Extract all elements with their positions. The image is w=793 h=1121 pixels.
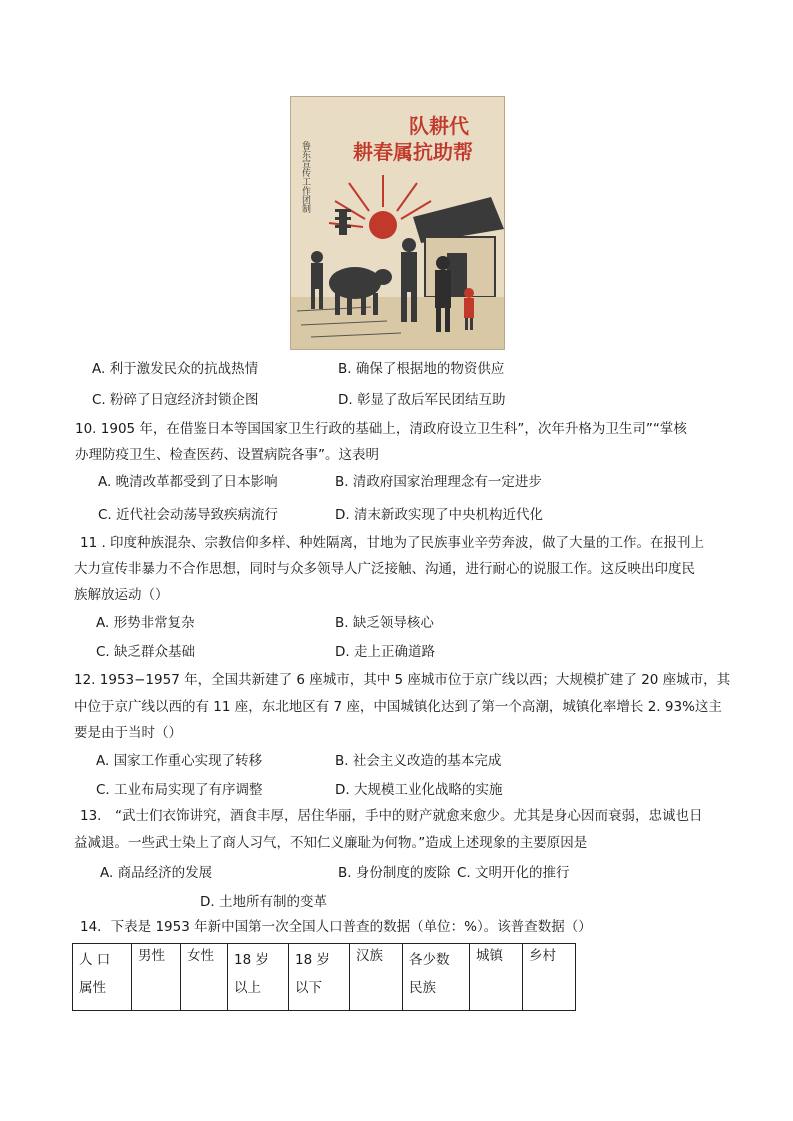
q13-option-b: B. 身份制度的废除 xyxy=(338,865,451,881)
table-header-cell xyxy=(350,944,403,1011)
q12-stem-line1: 12. 1953−1957 年，全国共新建了 6 座城市，其中 5 座城市位于京广线以西；大规模扩建了 20 座城市，其 xyxy=(74,672,731,688)
cell-line: 各少数 xyxy=(409,952,450,968)
cell-line: 属性 xyxy=(79,980,106,996)
q13-option-c: C. 文明开化的推行 xyxy=(457,865,570,881)
table-header-cell xyxy=(523,944,576,1011)
q11-stem-line3: 族解放运动（） xyxy=(74,587,169,603)
q12-stem-line3: 要是由于当时（） xyxy=(74,725,182,741)
q10-option-a: A. 晚清改革都受到了日本影响 xyxy=(98,474,278,490)
q11-option-c: C. 缺乏群众基础 xyxy=(96,644,196,660)
table-header-cell xyxy=(132,944,181,1011)
cell-line: 城镇 xyxy=(476,948,503,964)
cell-line: 以下 xyxy=(295,980,322,996)
woodcut-poster-image xyxy=(290,96,505,350)
q14-stem: 14．下表是 1953 年新中国第一次全国人口普查的数据（单位：%）。该普查数据（） xyxy=(80,919,592,935)
q11-option-a: A. 形势非常复杂 xyxy=(96,615,195,631)
cell-line: 汉族 xyxy=(356,948,383,964)
table-row xyxy=(73,944,576,1011)
q11-option-d: D. 走上正确道路 xyxy=(335,644,435,660)
q12-option-b: B. 社会主义改造的基本完成 xyxy=(335,753,502,769)
q12-option-a: A. 国家工作重心实现了转移 xyxy=(96,753,263,769)
cell-line: 乡村 xyxy=(529,948,556,964)
poster-side-text: 鲁东宣传工作团制 xyxy=(300,141,310,213)
table-header-cell xyxy=(470,944,523,1011)
table-header-cell xyxy=(289,944,350,1011)
table-header-cell xyxy=(228,944,289,1011)
q9-option-c: C. 粉碎了日寇经济封锁企图 xyxy=(92,392,259,408)
q12-option-d: D. 大规模工业化战略的实施 xyxy=(335,782,503,798)
poster-title-line2: 耕春属抗助帮 xyxy=(353,140,473,164)
cell-line: 民族 xyxy=(409,980,436,996)
q13-stem-line2: 益减退。一些武士染上了商人习气，不知仁义廉耻为何物。”造成上述现象的主要原因是 xyxy=(74,835,588,851)
q9-option-d: D. 彰显了敌后军民团结互助 xyxy=(338,392,506,408)
q13-option-d: D. 土地所有制的变革 xyxy=(200,894,327,910)
cell-line: 以上 xyxy=(234,980,261,996)
q12-stem-line2: 中位于京广线以西的有 11 座，东北地区有 7 座，中国城镇化达到了第一个高潮，城镇化率增长 2. 93%这主 xyxy=(74,699,722,715)
q10-option-d: D. 清末新政实现了中央机构近代化 xyxy=(335,507,543,523)
q12-option-c: C. 工业布局实现了有序调整 xyxy=(96,782,263,798)
q9-option-b: B. 确保了根据地的物资供应 xyxy=(338,361,505,377)
table-header-cell xyxy=(73,944,132,1011)
q13-option-a: A. 商品经济的发展 xyxy=(100,865,213,881)
q13-stem-line1: 13． “武士们衣饰讲究，酒食丰厚，居住华丽，手中的财产就愈来愈少。尤其是身心因而衰弱，忠诚也日 xyxy=(80,808,703,824)
q9-option-a: A. 利于激发民众的抗战热情 xyxy=(92,361,259,377)
q11-stem-line1: 11 . 印度种族混杂、宗教信仰多样、种姓隔离，甘地为了民族事业辛劳奔波，做了大量的工作。在报刊上 xyxy=(80,535,705,551)
q10-stem-line1: 10. 1905 年，在借鉴日本等国国家卫生行政的基础上，清政府设立卫生科”，次年升格为卫生司”“掌核 xyxy=(75,421,687,437)
census-table xyxy=(72,943,576,1011)
q10-stem-line2: 办理防疫卫生、检查医药、设置病院各事”。这表明 xyxy=(75,447,379,463)
q10-option-c: C. 近代社会动荡导致疾病流行 xyxy=(98,507,279,523)
cell-line: 男性 xyxy=(138,948,165,964)
poster-drawing xyxy=(291,97,504,349)
q10-option-b: B. 清政府国家治理理念有一定进步 xyxy=(335,474,542,490)
cell-line: 人 口 xyxy=(79,952,111,968)
poster-title-line1: 队耕代 xyxy=(409,114,469,138)
cell-line: 女性 xyxy=(187,948,214,964)
q11-option-b: B. 缺乏领导核心 xyxy=(335,615,434,631)
cell-line: 18 岁 xyxy=(295,952,330,968)
cell-line: 18 岁 xyxy=(234,952,269,968)
q11-stem-line2: 大力宣传非暴力不合作思想，同时与众多领导人广泛接触、沟通，进行耐心的说服工作。这反映出印度民 xyxy=(74,561,695,577)
table-header-cell xyxy=(403,944,470,1011)
table-header-cell xyxy=(181,944,228,1011)
